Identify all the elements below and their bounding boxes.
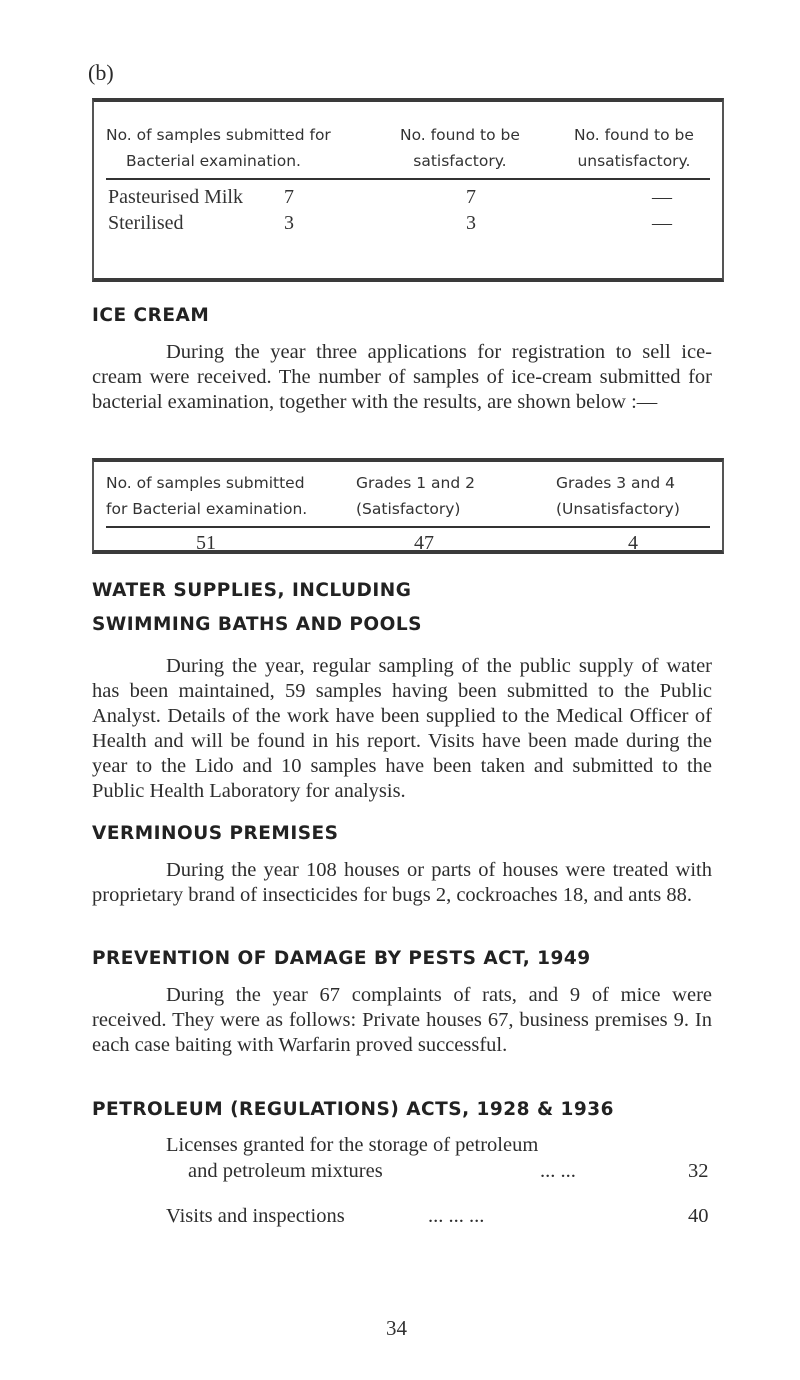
header-satisfactory <box>356 470 475 522</box>
visits-value: 40 <box>688 1205 709 1227</box>
row-submitted: 3 <box>284 212 294 234</box>
verminous-heading: VERMINOUS PREMISES <box>92 823 339 844</box>
value-unsatisfactory: 4 <box>628 532 638 554</box>
row-submitted: 7 <box>284 186 294 208</box>
water-heading-line1: WATER SUPPLIES, INCLUDING <box>92 580 412 601</box>
water-heading-line2: SWIMMING BATHS AND POOLS <box>92 614 422 635</box>
row-unsatisfactory: — <box>652 186 672 208</box>
value-satisfactory: 47 <box>414 532 434 554</box>
header-satisfactory <box>400 122 520 174</box>
row-type: Pasteurised Milk <box>108 186 243 208</box>
header-line: Bacterial examination. <box>126 152 301 170</box>
header-unsatisfactory <box>556 470 680 522</box>
visits-dots: ... ... ... <box>428 1205 485 1227</box>
header-line: No. of samples submitted for <box>106 126 331 144</box>
licences-value: 32 <box>688 1160 709 1182</box>
ice-cream-heading: ICE CREAM <box>92 305 210 326</box>
water-paragraph: During the year, regular sampling of the public supply of water has been maintained, 59 samples having been submitted to the Public Analyst. Details of the work have been supplied to the Medical Officer of Health and will be found in his report. Visits have been made during the year to the Lido and 10 samples have been taken and submitted to the Public Health Laboratory for analysis. <box>92 655 712 802</box>
header-line: satisfactory. <box>413 152 507 170</box>
ice-cream-table <box>92 458 724 554</box>
header-line: No. found to be <box>574 126 694 144</box>
header-line: No. found to be <box>400 126 520 144</box>
value-submitted: 51 <box>196 532 216 554</box>
header-line: No. of samples submitted <box>106 474 305 492</box>
section-label: (b) <box>88 60 114 85</box>
licences-line1: Licenses granted for the storage of petroleum <box>166 1134 539 1156</box>
header-line: Grades 3 and 4 <box>556 474 675 492</box>
pests-paragraph: During the year 67 complaints of rats, and 9 of mice were received. They were as follows: Private houses 67, business premises 9. In each case baiting with Warfarin proved successful. <box>92 984 712 1056</box>
milk-results-table <box>92 98 724 282</box>
row-satisfactory: 7 <box>466 186 476 208</box>
petroleum-heading: PETROLEUM (REGULATIONS) ACTS, 1928 & 1936 <box>92 1099 615 1120</box>
header-unsatisfactory <box>574 122 694 174</box>
row-unsatisfactory: — <box>652 212 672 234</box>
page-number: 34 <box>386 1316 407 1340</box>
header-line: (Unsatisfactory) <box>556 500 680 518</box>
header-line: unsatisfactory. <box>577 152 691 170</box>
ice-cream-paragraph: During the year three applications for registration to sell ice-cream were received. The number of samples of ice-cream submitted for bacterial examination, together with the results, are shown below :— <box>92 341 712 413</box>
header-line: (Satisfactory) <box>356 500 461 518</box>
row-type: Sterilised <box>108 212 184 234</box>
visits-label: Visits and inspections <box>166 1205 345 1227</box>
header-rule <box>106 178 710 180</box>
verminous-paragraph: During the year 108 houses or parts of houses were treated with proprietary brand of insecticides for bugs 2, cockroaches 18, and ants 88. <box>92 859 712 906</box>
header-line: Grades 1 and 2 <box>356 474 475 492</box>
licences-line2: and petroleum mixtures <box>188 1160 383 1182</box>
header-submitted <box>106 122 331 174</box>
header-rule <box>106 526 710 528</box>
licences-dots: ... ... <box>540 1160 576 1182</box>
header-line: for Bacterial examination. <box>106 500 308 518</box>
pests-heading: PREVENTION OF DAMAGE BY PESTS ACT, 1949 <box>92 948 591 969</box>
row-satisfactory: 3 <box>466 212 476 234</box>
header-submitted <box>106 470 307 522</box>
